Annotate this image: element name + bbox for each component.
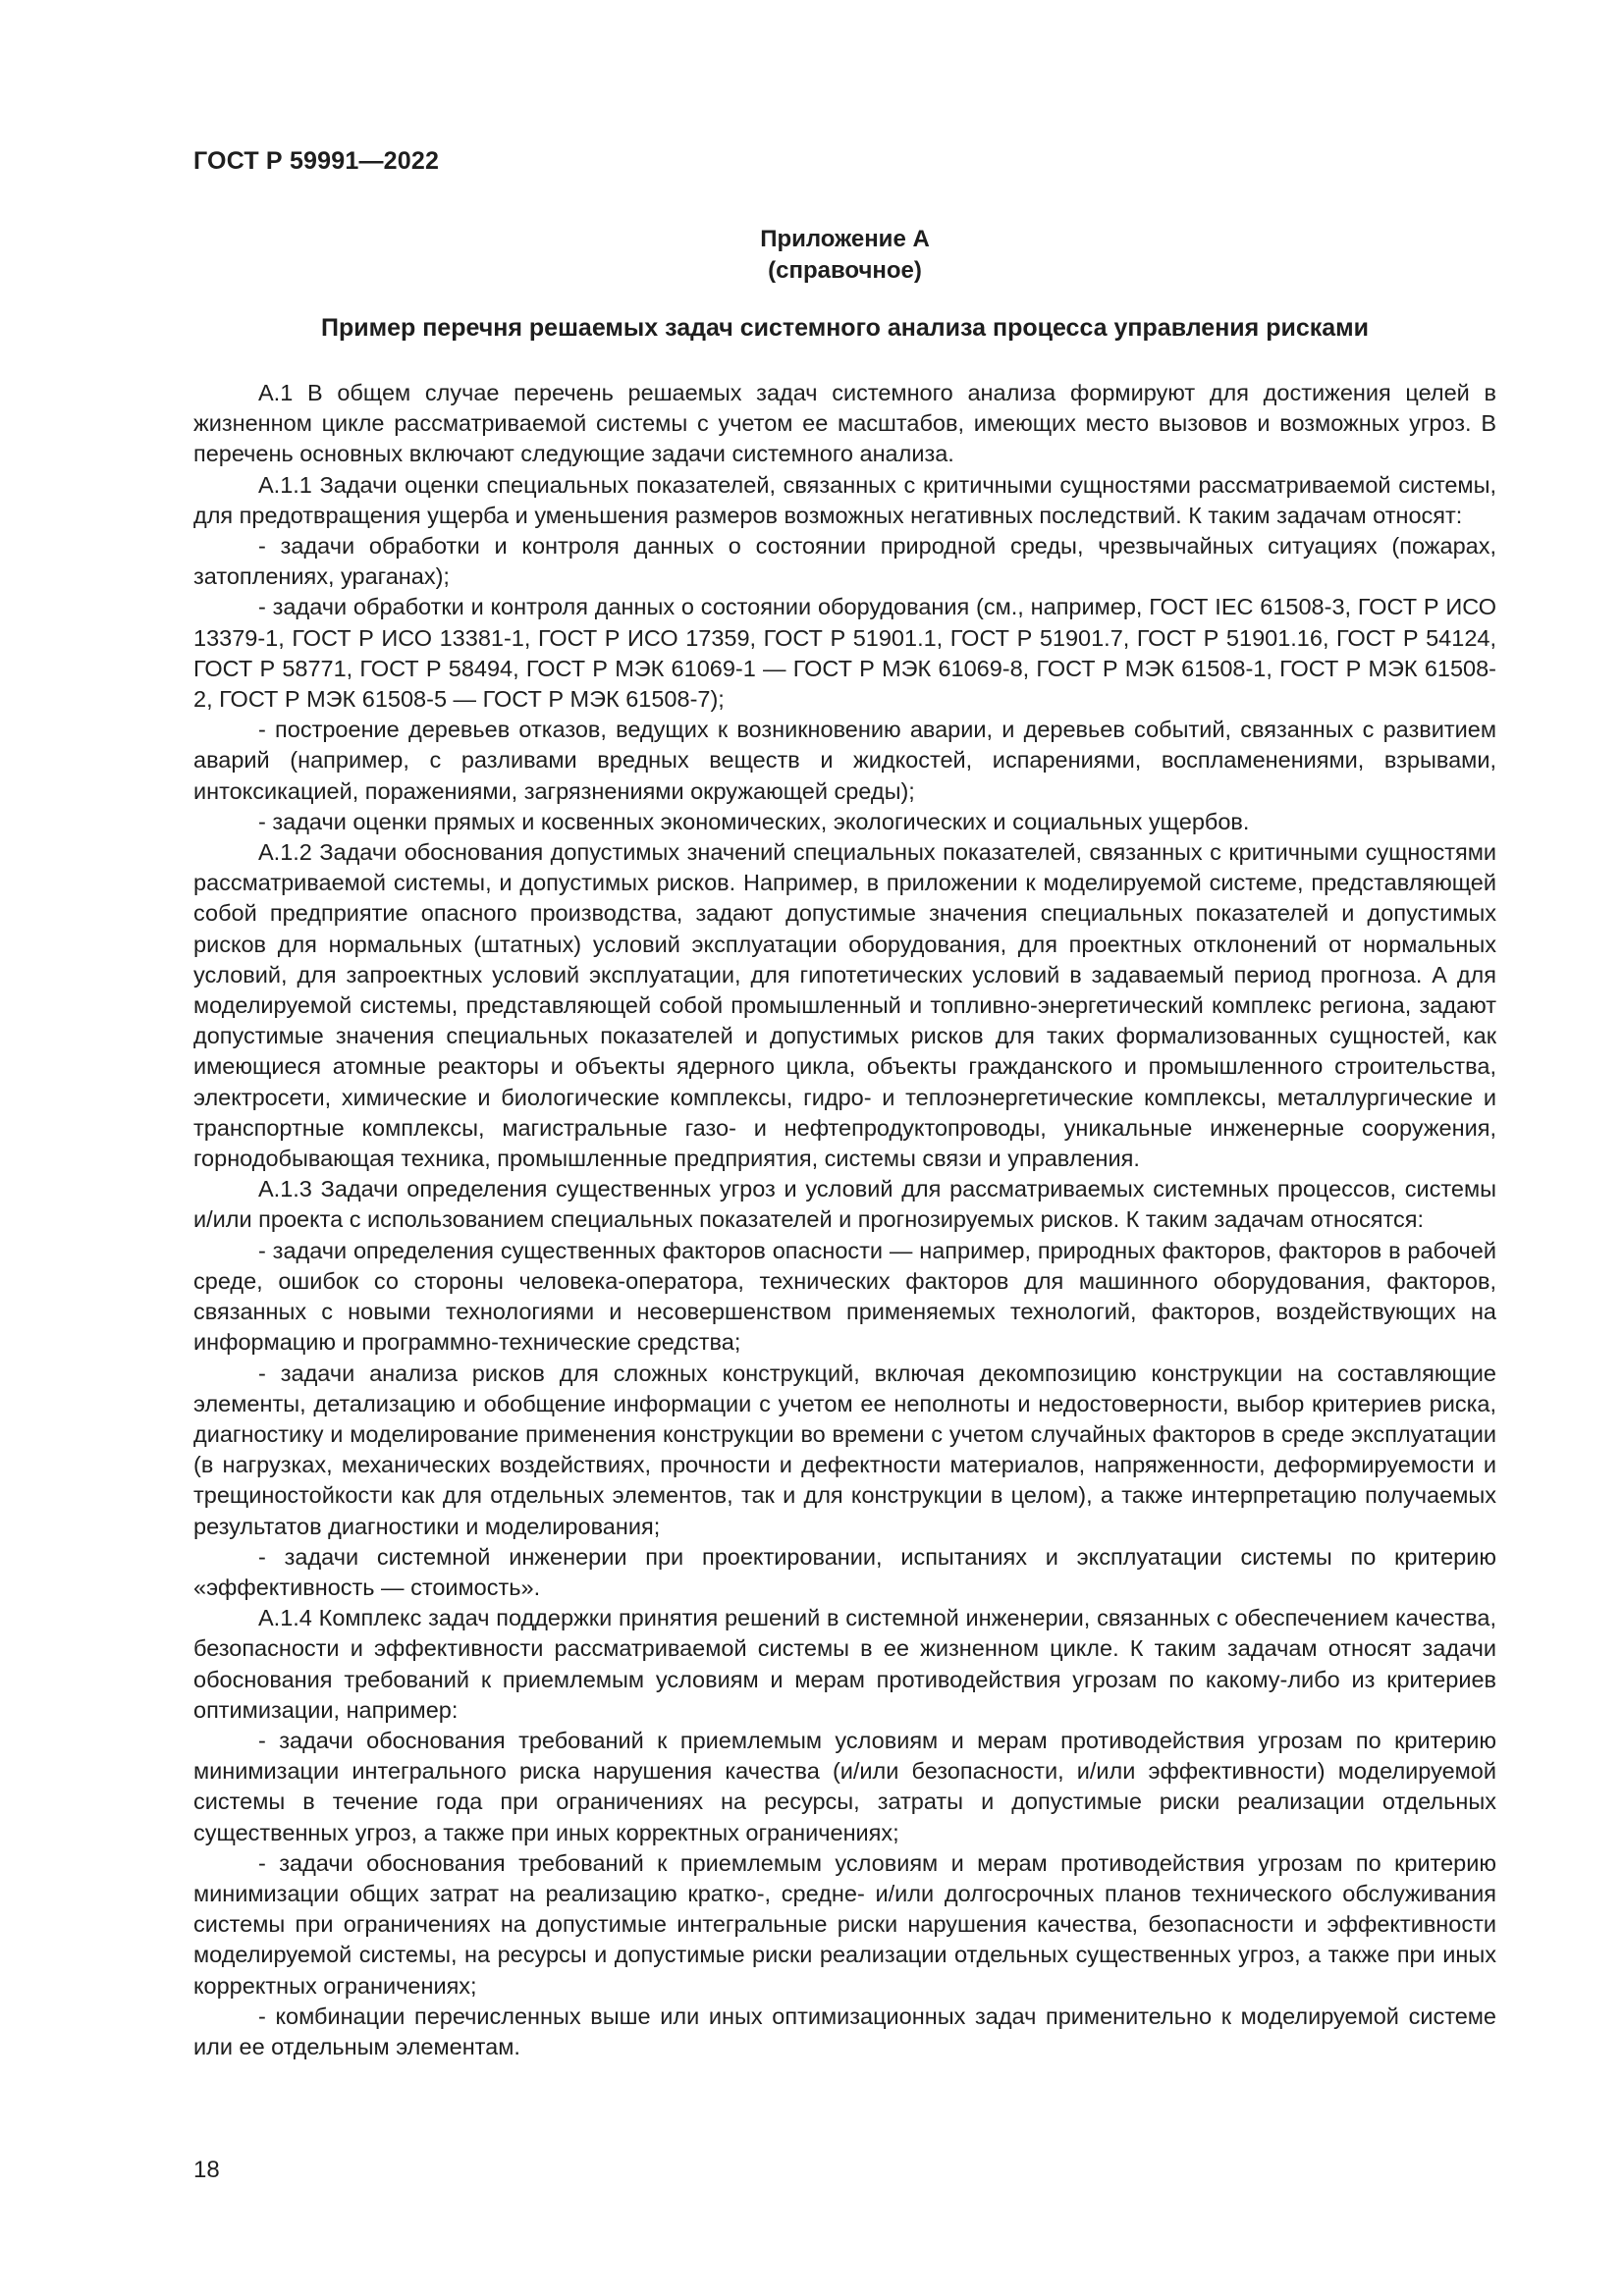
paragraph: - задачи обоснования требований к приемлемым условиям и мерам противодействия угрозам по критерию минимизации интегрального риска нарушения качества (и/или безопасности, и/или эффективности) моделируемой системы в течение года при ограничениях на ресурсы, затраты и допустимые риски реализации отдельных существенных угроз, а также при иных корректных ограничениях;: [193, 1727, 1496, 1845]
paragraph: А.1.2 Задачи обоснования допустимых значений специальных показателей, связанных с критичными сущностями рассматриваемой системы, и допустимых рисков. Например, в приложении к моделируемой системе, представляющей собой предприятие опасного производства, задают допустимые значения специальных показателей и допустимых рисков для нормальных (штатных) условий эксплуатации оборудования, для проектных отклонений от нормальных условий, для запроектных условий эксплуатации, для гипотетических условий в задаваемый период прогноза. А для моделируемой системы, представляющей собой промышленный и топливно-энергетический комплекс региона, задают допустимые значения специальных показателей и допустимых рисков для таких формализованных сущностей, как имеющиеся атомные реакторы и объекты ядерного цикла, объекты гражданского и промышленного строительства, электросети, химические и биологические комплексы, гидро- и теплоэнергетические комплексы, металлургические и транспортные комплексы, магистральные газо- и нефтепродуктопроводы, уникальные инженерные сооружения, горнодобывающая техника, промышленные предприятия, системы связи и управления.: [193, 839, 1496, 1172]
page-number: 18: [193, 2157, 220, 2183]
appendix-type: (справочное): [768, 257, 922, 284]
paragraph: - задачи определения существенных факторов опасности — например, природных факторов, факторов в рабочей среде, ошибок со стороны человека-оператора, технических факторов для машинного оборудования, факторов, связанных с новыми технологиями и несовершенством применяемых технологий, факторов, воздействующих на информацию и программно-технические средства;: [193, 1237, 1496, 1356]
paragraph: - задачи анализа рисков для сложных конструкций, включая декомпозицию конструкции на составляющие элементы, детализацию и обобщение информации с учетом ее неполноты и недостоверности, выбор критериев риска, диагностику и моделирование применения конструкции во времени с учетом случайных факторов в среде эксплуатации (в нагрузках, механических воздействиях, прочности и дефектности материалов, напряженности, деформируемости и трещиностойкости как для отдельных элементов, так и для конструкции в целом), а также интерпретацию получаемых результатов диагностики и моделирования;: [193, 1360, 1496, 1539]
paragraph: - задачи системной инженерии при проектировании, испытаниях и эксплуатации системы по критерию «эффективность — стоимость».: [193, 1543, 1496, 1600]
paragraph: А.1.4 Комплекс задач поддержки принятия решений в системной инженерии, связанных с обеспечением качества, безопасности и эффективности рассматриваемой системы в ее жизненном цикле. К таким задачам относят задачи обоснования требований к приемлемым условиям и мерам противодействия угрозам по какому-либо из критериев оптимизации, например:: [193, 1605, 1496, 1723]
paragraph: - задачи оценки прямых и косвенных экономических, экологических и социальных ущербов.: [258, 808, 1250, 834]
paragraph: - задачи обоснования требований к приемлемым условиям и мерам противодействия угрозам по критерию минимизации общих затрат на реализацию кратко-, средне- и/или долгосрочных планов технического обслуживания системы при ограничениях на допустимые интегральные риски нарушения качества, безопасности и эффективности моделируемой системы, на ресурсы и допустимые риски реализации отдельных существенных угроз, а также при иных корректных ограничениях;: [193, 1849, 1496, 1999]
paragraph: - задачи обработки и контроля данных о состоянии оборудования (см., например, ГОСТ IEC 61508-3, ГОСТ Р ИСО 13379-1, ГОСТ Р ИСО 13381-1, ГОСТ Р ИСО 17359, ГОСТ Р 51901.1, ГОСТ Р 51901.7, ГОСТ Р 51901.16, ГОСТ Р 54124, ГОСТ Р 58771, ГОСТ Р 58494, ГОСТ Р МЭК 61069-1 — ГОСТ Р МЭК 61069-8, ГОСТ Р МЭК 61508-1, ГОСТ Р МЭК 61508-2, ГОСТ Р МЭК 61508-5 — ГОСТ Р МЭК 61508-7);: [193, 594, 1496, 713]
paragraph: А.1.1 Задачи оценки специальных показателей, связанных с критичными сущностями рассматриваемой системы, для предотвращения ущерба и уменьшения размеров возможных негативных последствий. К таким задачам относят:: [193, 471, 1496, 528]
paragraph: - построение деревьев отказов, ведущих к возникновению аварии, и деревьев событий, связанных с развитием аварий (например, с разливами вредных веществ и жидкостей, испарениями, воспламенениями, взрывами, интоксикацией, поражениями, загрязнениями окружающей среды);: [193, 717, 1496, 804]
document-code: ГОСТ Р 59991—2022: [193, 147, 440, 175]
appendix-title: Приложение А: [760, 226, 930, 252]
appendix-heading: [193, 224, 1496, 287]
paragraph: - комбинации перечисленных выше или иных оптимизационных задач применительно к моделируемой системе или ее отдельным элементам.: [193, 2002, 1496, 2059]
paragraph: А.1.3 Задачи определения существенных угроз и условий для рассматриваемых системных процессов, системы и/или проекта с использованием специальных показателей и прогнозируемых рисков. К таким задачам относятся:: [193, 1176, 1496, 1233]
paragraph: - задачи обработки и контроля данных о состоянии природной среды, чрезвычайных ситуациях (пожарах, затоплениях, ураганах);: [193, 533, 1496, 590]
section-title: Пример перечня решаемых задач системного анализа процесса управления рисками: [320, 314, 1370, 342]
body-text: [193, 378, 1496, 2062]
paragraph: А.1 В общем случае перечень решаемых задач системного анализа формируют для достижения целей в жизненном цикле рассматриваемой системы с учетом ее масштабов, имеющих место вызовов и возможных угроз. В перечень основных включают следующие задачи системного анализа.: [193, 380, 1496, 467]
